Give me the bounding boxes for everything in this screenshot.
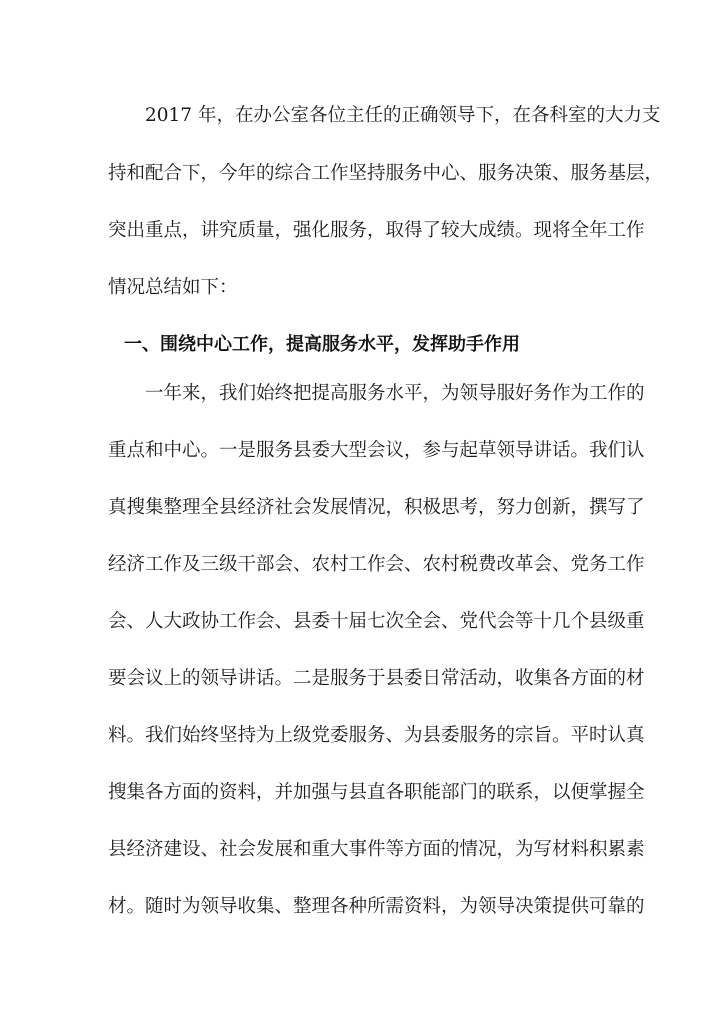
intro-paragraph-line	[0, 96, 724, 136]
body-paragraph-line	[0, 431, 724, 471]
text-line: 一年来，我们始终把提高服务水平，为领导服好务作为工作的	[145, 383, 645, 404]
body-paragraph-line	[0, 716, 724, 756]
body-paragraph-line	[0, 374, 724, 414]
heading-text: 一、围绕中心工作，提高服务水平，发挥助手作用	[124, 334, 520, 355]
text-line: 要会议上的领导讲话。二是服务于县委日常活动，收集各方面的材	[108, 668, 645, 689]
text-line: 材。随时为领导收集、整理各种所需资料，为领导决策提供可靠的	[108, 896, 645, 917]
intro-paragraph-line	[0, 268, 724, 308]
section-heading	[0, 325, 724, 365]
text-line: 经济工作及三级干部会、农村工作会、农村税费改革会、党务工作	[108, 554, 645, 575]
intro-paragraph-line	[0, 211, 724, 251]
text-line: 突出重点，讲究质量，强化服务，取得了较大成绩。现将全年工作	[108, 220, 645, 241]
text-line: 搜集各方面的资料，并加强与县直各职能部门的联系，以便掌握全	[108, 782, 645, 803]
intro-paragraph-line	[0, 154, 724, 194]
text-line: 2017 年，在办公室各位主任的正确领导下，在各科室的大力支	[145, 105, 661, 126]
body-paragraph-line	[0, 488, 724, 528]
body-paragraph-line	[0, 830, 724, 870]
body-paragraph-line	[0, 887, 724, 927]
text-line: 情况总结如下：	[108, 277, 238, 298]
body-paragraph-line	[0, 602, 724, 642]
text-line: 料。我们始终坚持为上级党委服务、为县委服务的宗旨。平时认真	[108, 725, 645, 746]
body-paragraph-line	[0, 545, 724, 585]
body-paragraph-line	[0, 773, 724, 813]
text-line: 持和配合下，今年的综合工作坚持服务中心、服务决策、服务基层，	[108, 163, 664, 184]
text-line: 重点和中心。一是服务县委大型会议，参与起草领导讲话。我们认	[108, 440, 645, 461]
text-line: 真搜集整理全县经济社会发展情况，积极思考，努力创新，撰写了	[108, 497, 645, 518]
text-line: 县经济建设、社会发展和重大事件等方面的情况，为写材料积累素	[108, 839, 645, 860]
body-paragraph-line	[0, 659, 724, 699]
text-line: 会、人大政协工作会、县委十届七次全会、党代会等十几个县级重	[108, 611, 645, 632]
